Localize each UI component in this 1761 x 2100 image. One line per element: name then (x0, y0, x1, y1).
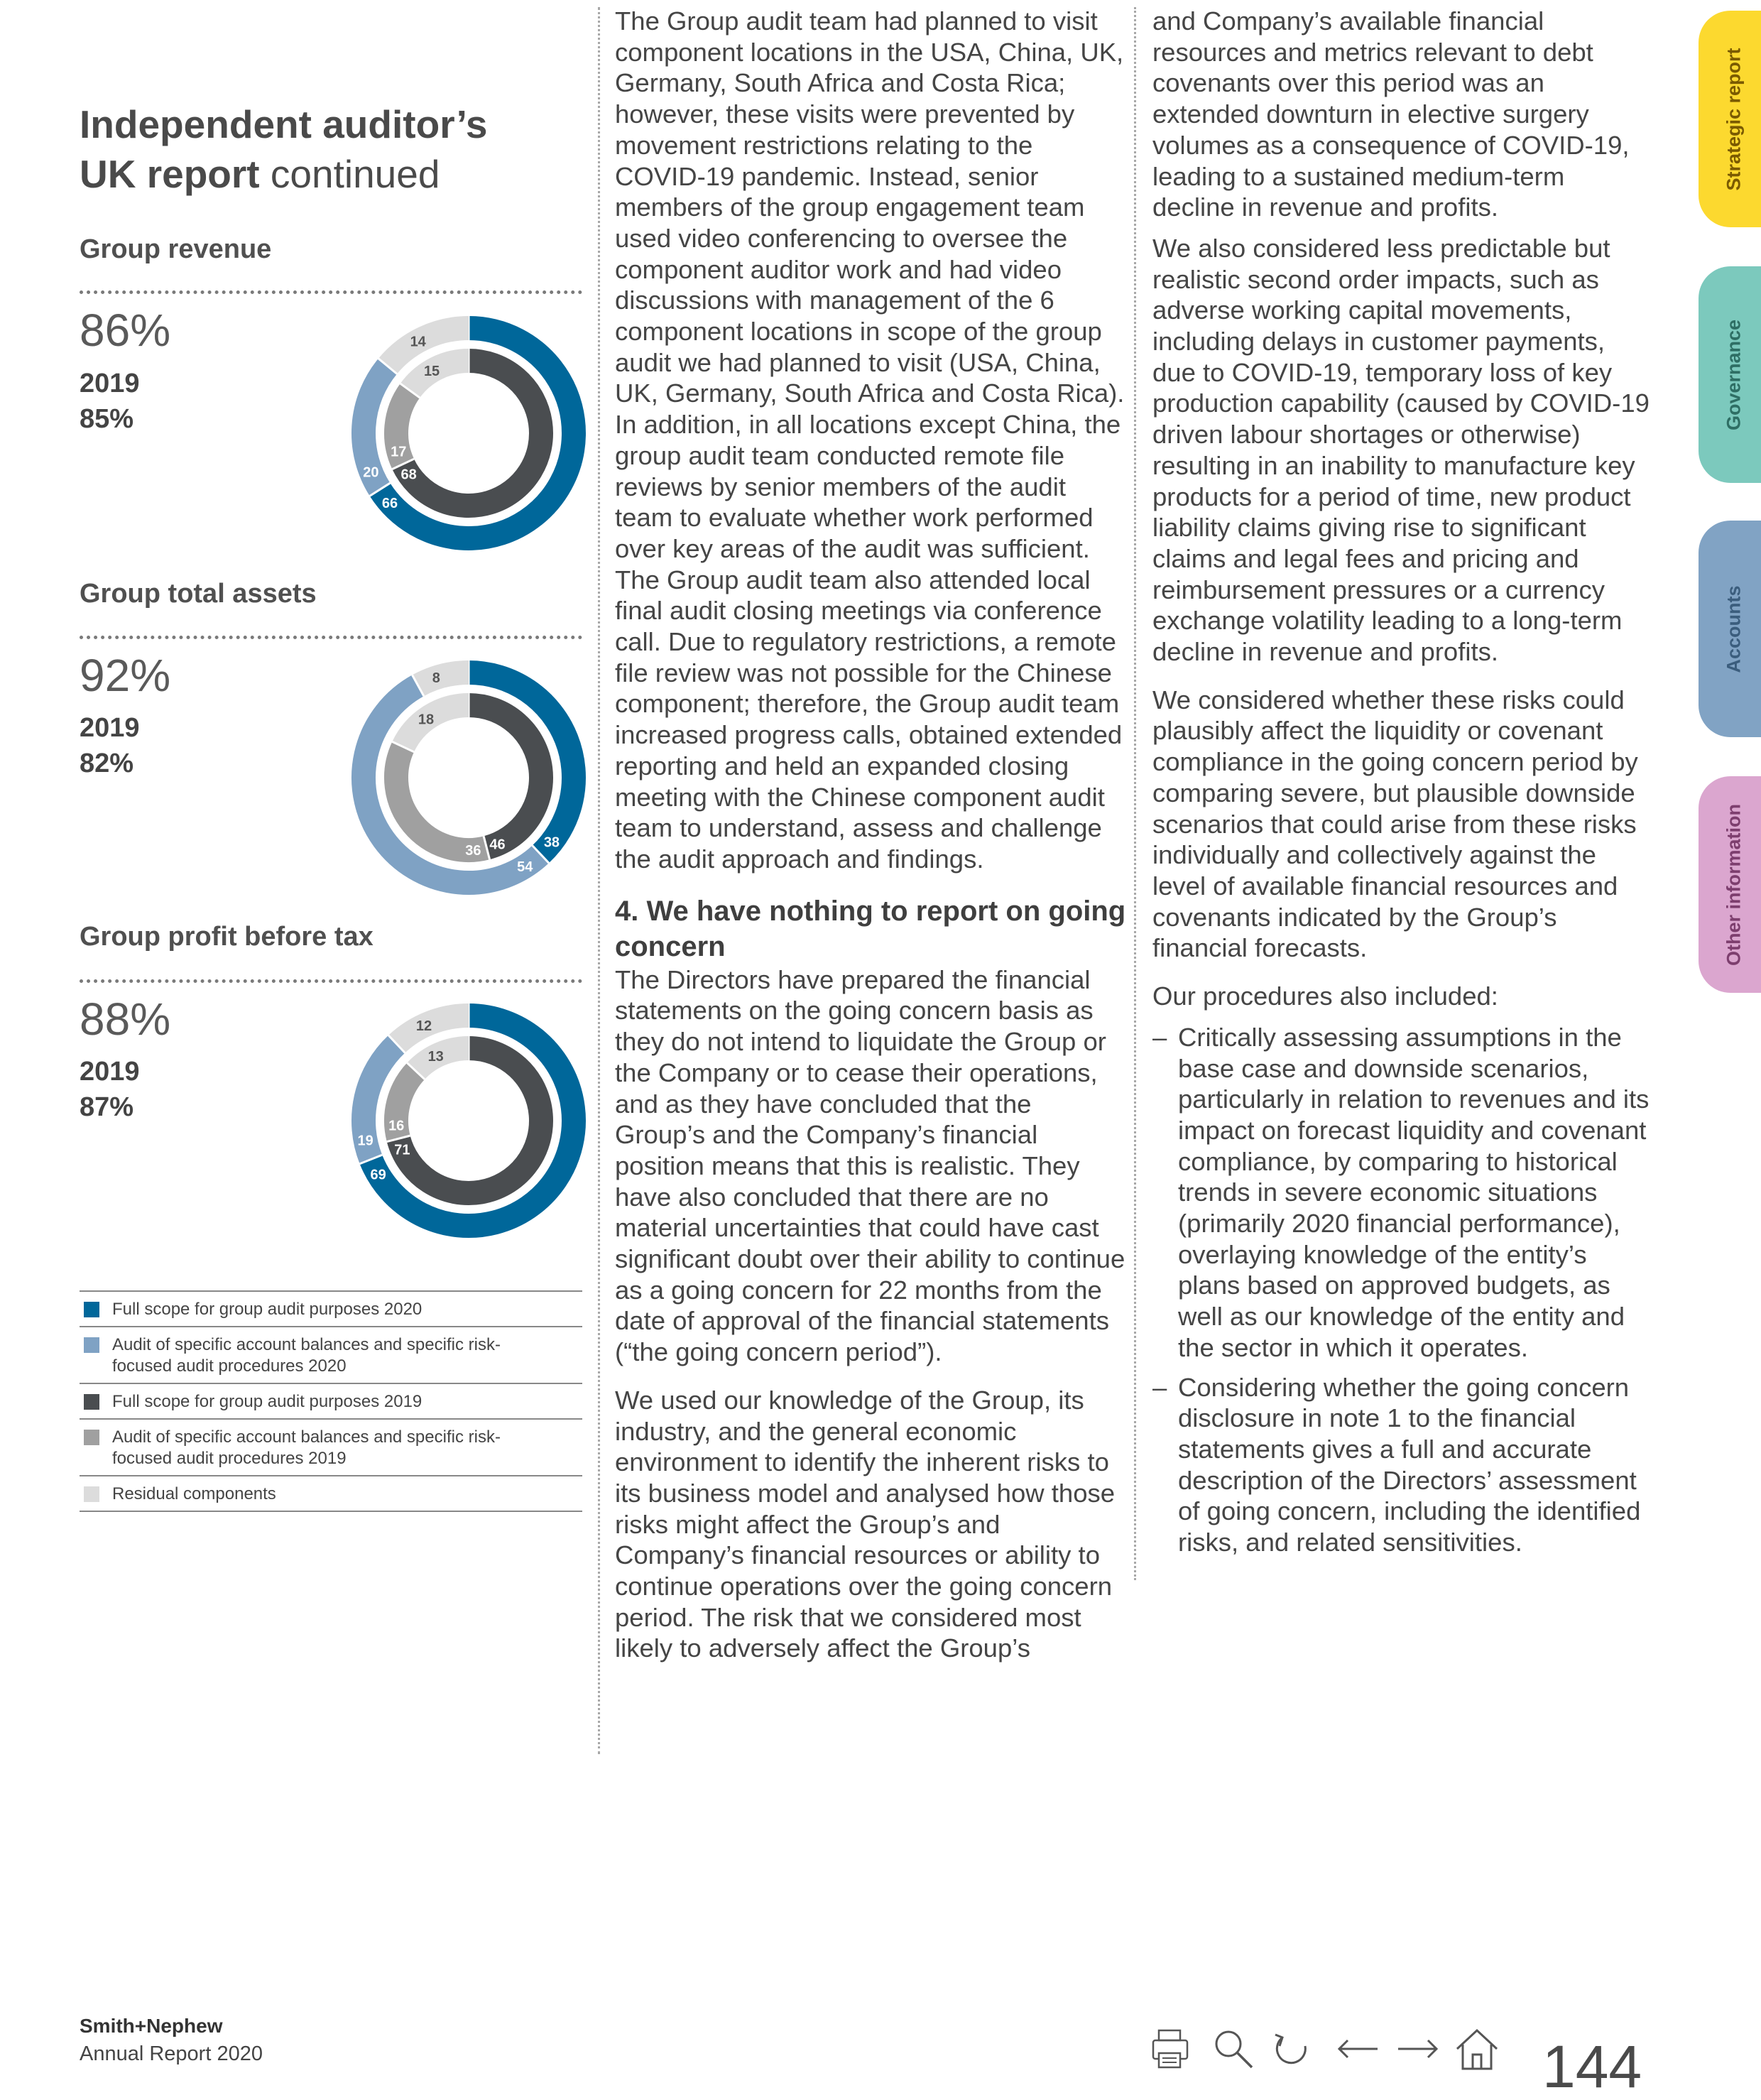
prev-year-pct-profit: 87% (80, 1092, 134, 1122)
page-title-continued: continued (259, 152, 440, 196)
coverage-pct-profit: 88% (80, 994, 171, 1045)
prev-year-label: 2019 (80, 713, 140, 743)
page-number: 144 (1542, 2033, 1642, 2100)
tab-strategic-report[interactable] (1699, 11, 1761, 227)
legend-swatch (84, 1337, 99, 1353)
legend-item (80, 1327, 582, 1384)
data-label: 12 (415, 1018, 432, 1035)
paragraph: Our procedures also included: (1152, 981, 1498, 1011)
next-page-icon[interactable] (1395, 2026, 1441, 2072)
column-divider (598, 7, 600, 1754)
tab-other-information[interactable] (1699, 776, 1761, 993)
dotted-divider (80, 636, 582, 639)
legend-label: Full scope for group audit purposes 2020 (112, 1300, 422, 1319)
print-icon[interactable] (1149, 2026, 1194, 2072)
data-label: 66 (381, 495, 398, 511)
paragraph: We also considered less predictable but realistic second order impacts, such as adverse working capital movements, including delays in customer payments, due to COVID-19, temporary loss of key production capability (caused by COVID-19 driven labour shortages or otherwise) resulting in an inability to manufacture key products for a period of time, new product liability claims giving rise to significant claims and legal fees and pricing and reimbursement pressures or a currency exchange volatility leading to a long-term decline in revenue and profits. (1152, 233, 1650, 667)
page-title-line2: UK report (80, 152, 260, 196)
section-heading-assets: Group total assets (80, 579, 317, 609)
donut-segment (396, 747, 486, 850)
prev-year-label: 2019 (80, 1057, 140, 1087)
data-label: 19 (357, 1133, 374, 1149)
tab-label: Accounts (1723, 584, 1745, 673)
coverage-pct-assets: 92% (80, 650, 171, 701)
paragraph: The Group audit team had planned to visit component locations in the USA, China, UK, Germany, South Africa and Costa Rica; however, these visits were prevented by movement restrictions relating to the COVID-19 pandemic. Instead, senior members of the group engagement team used video conferencing to oversee the component auditor work and had video discussions with management of the 6 component locations in scope of the group audit we had planned to visit (USA, China, UK, Germany, South Africa and Costa Rica). In addition, in all locations except China, the group audit team conducted remote file reviews by senior members of the audit team to evaluate whether work performed over key areas of the audit was sufficient. The Group audit team also attended local final audit closing meetings via conference call. Due to regulatory restrictions, a remote file review was not possible for the Chinese component; therefore, the Group audit team increased progress calls, obtained extended reporting and held an expanded closing meeting with the Chinese component audit team to understand, assess and challenge the audit approach and findings. (615, 6, 1125, 874)
home-icon[interactable] (1454, 2026, 1500, 2072)
donut-chart-revenue (341, 305, 596, 561)
tab-accounts[interactable] (1699, 521, 1761, 737)
data-label: 8 (432, 670, 440, 687)
tab-label: Governance (1723, 319, 1745, 430)
search-icon[interactable] (1211, 2026, 1256, 2072)
data-label: 46 (489, 837, 506, 853)
legend-item (80, 1420, 582, 1476)
donut-chart-assets (341, 650, 596, 905)
donut-chart-profit (341, 993, 596, 1248)
list-item: – Critically assessing assumptions in the base case and downside scenarios, particularly in relation to revenues and its impact on forecast liquidity and covenant compliance, by comparing to historical trends in severe economic situations (primarily 2020 financial performance), overlaying knowledge of the entity’s plans based on approved budgets, as well as our knowledge of the entity and the sector in which it operates. (1152, 1022, 1650, 1364)
donut-segment (418, 673, 469, 685)
paragraph: We considered whether these risks could plausibly affect the liquidity or covenant compliance in the going concern period by comparing severe, but plausible downside scenarios that could arise from these risks individually and collectively against the level of available financial resources and covenants indicated by the Group’s financial forecasts. (1152, 685, 1638, 963)
legend-swatch (84, 1430, 99, 1445)
procedures-list (1152, 1022, 1650, 1558)
data-label: 71 (394, 1142, 410, 1158)
data-label: 16 (388, 1118, 405, 1134)
dotted-divider (80, 290, 582, 294)
dotted-divider (80, 979, 582, 983)
legend-label: Full scope for group audit purposes 2019 (112, 1392, 422, 1411)
column-divider (1134, 7, 1136, 1580)
legend-swatch (84, 1394, 99, 1410)
legend-item (80, 1476, 582, 1512)
data-label: 69 (370, 1167, 386, 1183)
page-title (80, 99, 577, 199)
data-label: 18 (418, 712, 435, 728)
data-label: 14 (410, 334, 426, 350)
data-label: 54 (517, 859, 533, 875)
legend-label: Audit of specific account balances and specific risk-focused audit procedures 2019 (112, 1427, 501, 1468)
chart-legend (80, 1290, 582, 1512)
paragraph: and Company’s available financial resources and metrics relevant to debt covenants over this period was an extended downturn in elective surgery volumes as a consequence of COVID-19, leading to a sustained medium-term decline in revenue and profits. (1152, 6, 1630, 222)
legend-swatch (84, 1486, 99, 1502)
coverage-pct-revenue: 86% (80, 305, 171, 356)
data-label: 38 (543, 834, 560, 851)
data-label: 68 (400, 467, 417, 483)
legend-label: Audit of specific account balances and specific risk-focused audit procedures 2020 (112, 1335, 501, 1376)
legend-swatch (84, 1302, 99, 1317)
section-heading-profit: Group profit before tax (80, 922, 374, 952)
list-item: – Considering whether the going concern disclosure in note 1 to the financial statements gives a full and accurate description of the Directors’ assessment of going concern, including the identified risks, and related sensitivities. (1152, 1372, 1650, 1558)
prev-year-pct-assets: 82% (80, 749, 134, 778)
section-heading-revenue: Group revenue (80, 234, 272, 264)
donut-segment (403, 705, 469, 747)
page-title-line1: Independent auditor’s (80, 102, 488, 146)
data-label: 13 (427, 1049, 444, 1065)
data-label: 20 (363, 464, 379, 481)
tab-label: Strategic report (1723, 47, 1745, 191)
data-label: 36 (465, 842, 481, 859)
data-label: 17 (391, 444, 407, 460)
prev-year-label: 2019 (80, 369, 140, 398)
previous-page-icon[interactable] (1335, 2026, 1380, 2072)
data-label: 15 (423, 364, 440, 380)
paragraph: We used our knowledge of the Group, its industry, and the general economic environment to identify the inherent risks to its business model and analysed how those risks might affect the Group’s and Company’s financial resources or ability to continue operations over the going concern period. The risk that we considered most likely to adversely affect the Group’s (615, 1385, 1116, 1663)
donut-segment (469, 705, 541, 848)
brand-name: Smith+Nephew (80, 2015, 223, 2037)
prev-year-pct-revenue: 85% (80, 404, 134, 434)
tab-governance[interactable] (1699, 266, 1761, 483)
body-column-3 (1152, 6, 1650, 1558)
section-heading-going-concern: 4. We have nothing to report on going concern (615, 895, 1126, 962)
legend-item (80, 1384, 582, 1420)
body-column-2 (615, 6, 1126, 1664)
report-subtitle: Annual Report 2020 (80, 2042, 263, 2065)
paragraph: The Directors have prepared the financial statements on the going concern basis as they do not intend to liquidate the Group or the Company or to cease their operations, and as they have concluded that the Group’s and the Company’s financial position means that this is realistic. They have also concluded that there are no material uncertainties that could have cast significant doubt over their ability to continue as a going concern for 22 months from the date of approval of the financial statements (“the going concern period”). (615, 964, 1125, 1367)
legend-label: Residual components (112, 1484, 276, 1503)
legend-item (80, 1292, 582, 1327)
back-icon[interactable] (1270, 2026, 1315, 2072)
tab-label: Other information (1723, 803, 1745, 966)
